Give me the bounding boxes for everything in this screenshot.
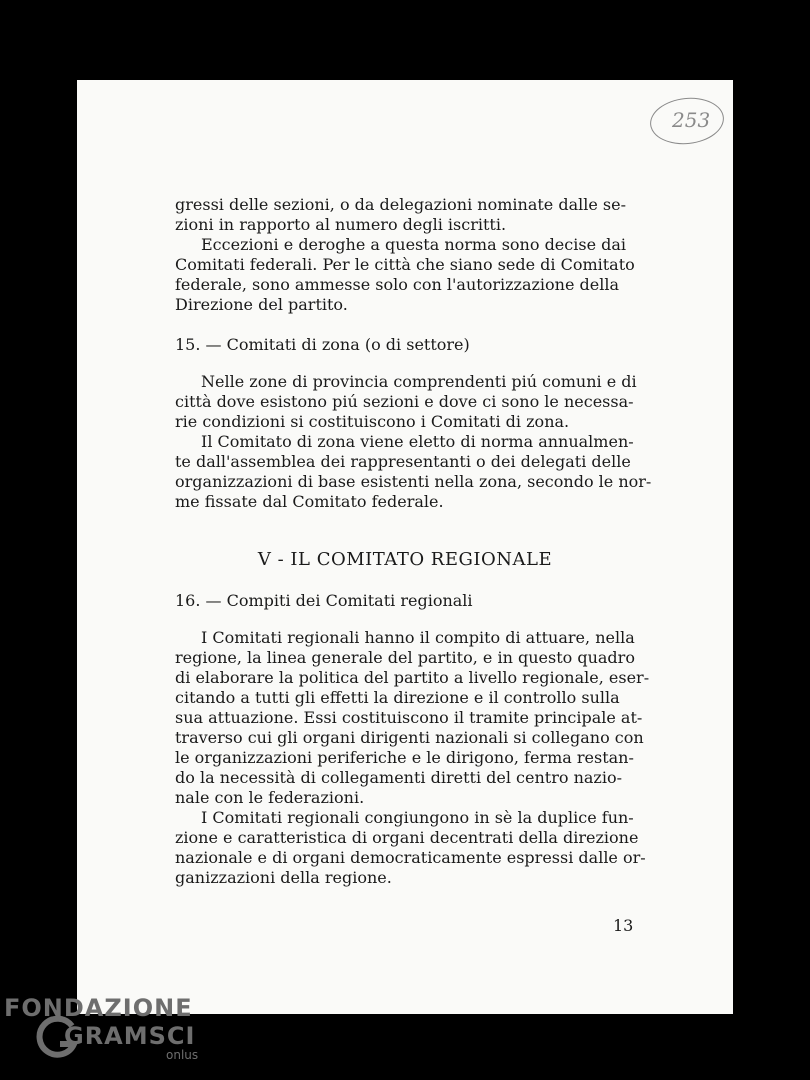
fondazione-gramsci-watermark bbox=[0, 988, 220, 1080]
section-16-paragraph-1: I Comitati regionali hanno il compito di attuare, nella regione, la linea generale del partito, e in questo quadro di elaborare la politica del partito a livello regionale, eser- citando a tutti gli effetti la direzione e il controllo sulla sua attuazione. Essi costituiscono il tramite principale at- traverso cui gli organi dirigenti nazionali si collegano con le organizzazioni periferiche e le dirigono, ferma restan- do la necessità di collegamenti diretti del centro nazio- nale con le federazioni. bbox=[175, 628, 650, 807]
section-15-body bbox=[175, 372, 652, 512]
paragraph-continuation: gressi delle sezioni, o da delegazioni nominate dalle se- zioni in rapporto al numero degli iscritti. bbox=[175, 195, 626, 234]
section-15-heading: 15. — Comitati di zona (o di settore) bbox=[175, 335, 470, 354]
section-16-paragraph-2: I Comitati regionali congiungono in sè la duplice fun- zione e caratteristica di organi decentrati della direzione nazionale e di organi democraticamente espressi dalle or- ganizzazioni della regione. bbox=[175, 808, 646, 887]
handwritten-page-note: 253 bbox=[672, 108, 711, 132]
chapter-title: V - IL COMITATO REGIONALE bbox=[257, 549, 553, 570]
paragraph-exceptions: Eccezioni e deroghe a questa norma sono decise dai Comitati federali. Per le città che siano sede di Comitato federale, sono ammesse solo con l'autorizzazione della Direzione del partito. bbox=[175, 235, 635, 314]
section-16-body bbox=[175, 628, 650, 888]
watermark-suffix: onlus bbox=[166, 1048, 199, 1062]
section-15-paragraph-1: Nelle zone di provincia comprendenti piú comuni e di città dove esistono piú sezioni e dove ci sono le necessa- rie condizioni si costituiscono i Comitati di zona. bbox=[175, 372, 637, 431]
page-number: 13 bbox=[613, 916, 634, 935]
section-16-heading: 16. — Compiti dei Comitati regionali bbox=[175, 591, 473, 610]
watermark-line-1: FONDAZIONE bbox=[4, 994, 193, 1022]
paragraph-block-top bbox=[175, 195, 635, 315]
watermark-line-2: GRAMSCI bbox=[64, 1022, 196, 1050]
section-15-paragraph-2: Il Comitato di zona viene eletto di norma annualmen- te dall'assemblea dei rappresentanti o dei delegati delle organizzazioni di base esistenti nella zona, secondo le nor- me fissate dal Comitato federale. bbox=[175, 432, 652, 511]
